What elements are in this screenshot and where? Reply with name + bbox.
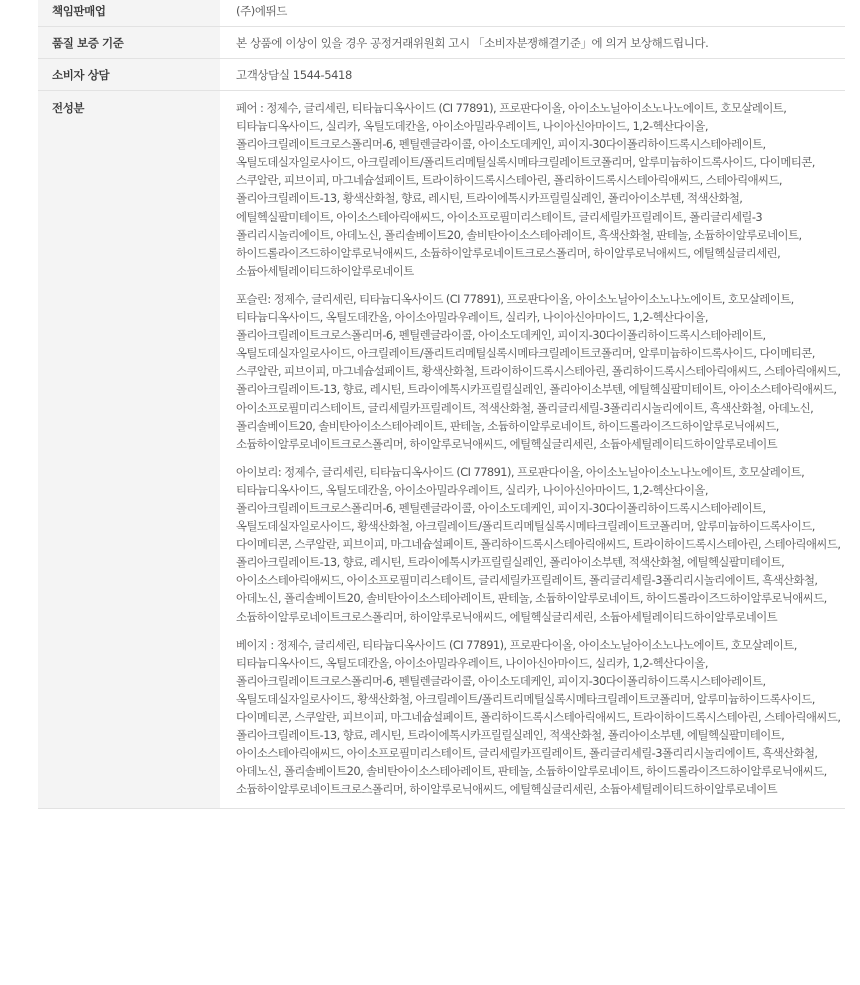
info-value-consumer-service: 고객상담실 1544-5418	[220, 59, 845, 91]
info-row-manufacturer	[38, 0, 845, 27]
info-value-manufacturer: (주)에뛰드	[220, 0, 845, 27]
ingredients-beige: 베이지 : 정제수, 글리세린, 티타늄디옥사이드 (CI 77891), 프로판다이올, 아이소노닐아이소노나노에이트, 호모살레이트, 티타늄디옥사이드, 옥틸도데칸올, 아이소아밀라우레이트, 나이아신아마이드, 실리카, 1,2-헥산다이올, 폴리아크릴레이트크로스폴리머-6, 펜틸렌글라이콜, 아이소도데케인, 피이지-30다이폴리하이드록시스테아레이트, 옥틸도데실자일로사이드, 황색산화철, 아크릴레이트/폴리트리메틸실록시메타크릴레이트코폴리머, 알루미늄하이드록사이드, 다이메티콘, 스쿠알란, 피브이피, 마그네슘설페이트, 폴리하이드록시스테아릭애씨드, 트라이하이드록시스테아린, 스테아릭애씨드, 폴리아크릴레이트-13, 향료, 레시틴, 트라이에톡시카프릴릴실레인, 적색산화철, 폴리아이소부텐, 에틸헥실팔미테이트, 아이소스테아릭애씨드, 아이소프로필미리스테이트, 글리세릴카프릴레이트, 폴리글리세릴-3폴리리시놀리에이트, 흑색산화철, 아데노신, 폴리솔베이트20, 솔비탄아이소스테아레이트, 판테놀, 소듐하이알루로네이트, 하이드롤라이즈드하이알루로닉애씨드, 소듐하이알루로네이트크로스폴리머, 하이알루로닉애씨드, 에틸헥실글리세린, 소듐아세틸레이티드하이알루로네이트	[236, 637, 841, 797]
info-row-ingredients	[38, 91, 845, 809]
info-label-manufacturer: 책임판매업	[38, 0, 220, 27]
ingredients-porcelain: 포슬린: 정제수, 글리세린, 티타늄디옥사이드 (CI 77891), 프로판다이올, 아이소노닐아이소노나노에이트, 호모살레이트, 티타늄디옥사이드, 옥틸도데칸올, 아이소아밀라우레이트, 실리카, 나이아신아마이드, 1,2-헥산다이올, 폴리아크릴레이트크로스폴리머-6, 펜틸렌글라이콜, 아이소도데케인, 피이지-30다이폴리하이드록시스테아레이트, 옥틸도데실자일로사이드, 아크릴레이트/폴리트리메틸실록시메타크릴레이트코폴리머, 알루미늄하이드록사이드, 다이메티콘, 스쿠알란, 피브이피, 마그네슘설페이트, 황색산화철, 트라이하이드록시스테아린, 폴리하이드록시스테아릭애씨드, 스테아릭애씨드, 폴리아크릴레이트-13, 향료, 레시틴, 트라이에톡시카프릴릴실레인, 폴리아이소부텐, 에틸헥실팔미테이트, 아이소스테아릭애씨드, 아이소프로필미리스테이트, 글리세릴카프릴레이트, 적색산화철, 폴리글리세릴-3폴리리시놀리에이트, 흑색산화철, 아데노신, 폴리솔베이트20, 솔비탄아이소스테아레이트, 판테놀, 소듐하이알루로네이트, 하이드롤라이즈드하이알루로닉애씨드, 소듐하이알루로네이트크로스폴리머, 하이알루로닉애씨드, 에틸헥실글리세린, 소듐아세틸레이티드하이알루로네이트	[236, 291, 841, 451]
ingredients-pair: 페어 : 정제수, 글리세린, 티타늄디옥사이드 (CI 77891), 프로판다이올, 아이소노닐아이소노나노에이트, 호모살레이트, 티타늄디옥사이드, 실리카, 옥틸도데칸올, 아이소아밀라우레이트, 나이아신아마이드, 1,2-헥산다이올, 폴리아크릴레이트크로스폴리머-6, 펜틸렌글라이콜, 아이소도데케인, 피이지-30다이폴리하이드록시스테아레이트, 옥틸도데실자일로사이드, 아크릴레이트/폴리트리메틸실록시메타크릴레이트코폴리머, 알루미늄하이드록사이드, 다이메티콘, 스쿠알란, 피브이피, 마그네슘설페이트, 트라이하이드록시스테아린, 폴리하이드록시스테아릭애씨드, 스테아릭애씨드, 폴리아크릴레이트-13, 황색산화철, 향료, 레시틴, 트라이에톡시카프릴릴실레인, 폴리아이소부텐, 적색산화철, 에틸헥실팔미테이트, 아이소스테아릭애씨드, 아이소프로필미리스테이트, 글리세릴카프릴레이트, 폴리글리세릴-3 폴리리시놀리에이트, 아데노신, 폴리솔베이트20, 솔비탄아이소스테아레이트, 흑색산화철, 판테놀, 소듐하이알루로네이트, 하이드롤라이즈드하이알루로닉애씨드, 소듐하이알루로네이트크로스폴리머, 하이알루로닉애씨드, 에틸헥실글리세린, 소듐아세틸레이티드하이알루로네이트	[236, 101, 815, 278]
info-row-quality-guarantee	[38, 27, 845, 59]
info-value-quality-guarantee: 본 상품에 이상이 있을 경우 공정거래위원회 고시 「소비자분쟁해결기준」에 의거 보상해드립니다.	[220, 27, 845, 59]
info-value-ingredients	[220, 91, 845, 809]
info-label-consumer-service: 소비자 상담	[38, 59, 220, 91]
info-label-ingredients: 전성분	[38, 91, 220, 809]
info-label-quality-guarantee: 품질 보증 기준	[38, 27, 220, 59]
ingredients-ivory: 아이보리: 정제수, 글리세린, 티타늄디옥사이드 (CI 77891), 프로판다이올, 아이소노닐아이소노나노에이트, 호모살레이트, 티타늄디옥사이드, 옥틸도데칸올, 아이소아밀라우레이트, 실리카, 나이아신아마이드, 1,2-헥산다이올, 폴리아크릴레이트크로스폴리머-6, 펜틸렌글라이콜, 아이소도데케인, 피이지-30다이폴리하이드록시스테아레이트, 옥틸도데실자일로사이드, 황색산화철, 아크릴레이트/폴리트리메틸실록시메타크릴레이트코폴리머, 알루미늄하이드록사이드, 다이메티콘, 스쿠알란, 피브이피, 마그네슘설페이트, 폴리하이드록시스테아릭애씨드, 트라이하이드록시스테아린, 스테아릭애씨드, 폴리아크릴레이트-13, 향료, 레시틴, 트라이에톡시카프릴릴실레인, 폴리아이소부텐, 적색산화철, 에틸헥실팔미테이트, 아이소스테아릭애씨드, 아이소프로필미리스테이트, 글리세릴카프릴레이트, 폴리글리세릴-3폴리리시놀리에이트, 흑색산화철, 아데노신, 폴리솔베이트20, 솔비탄아이소스테아레이트, 판테놀, 소듐하이알루로네이트, 하이드롤라이즈드하이알루로닉애씨드, 소듐하이알루로네이트크로스폴리머, 하이알루로닉애씨드, 에틸헥실글리세린, 소듐아세틸레이티드하이알루로네이트	[236, 464, 841, 624]
product-info-table	[38, 0, 845, 809]
info-row-consumer-service	[38, 59, 845, 91]
